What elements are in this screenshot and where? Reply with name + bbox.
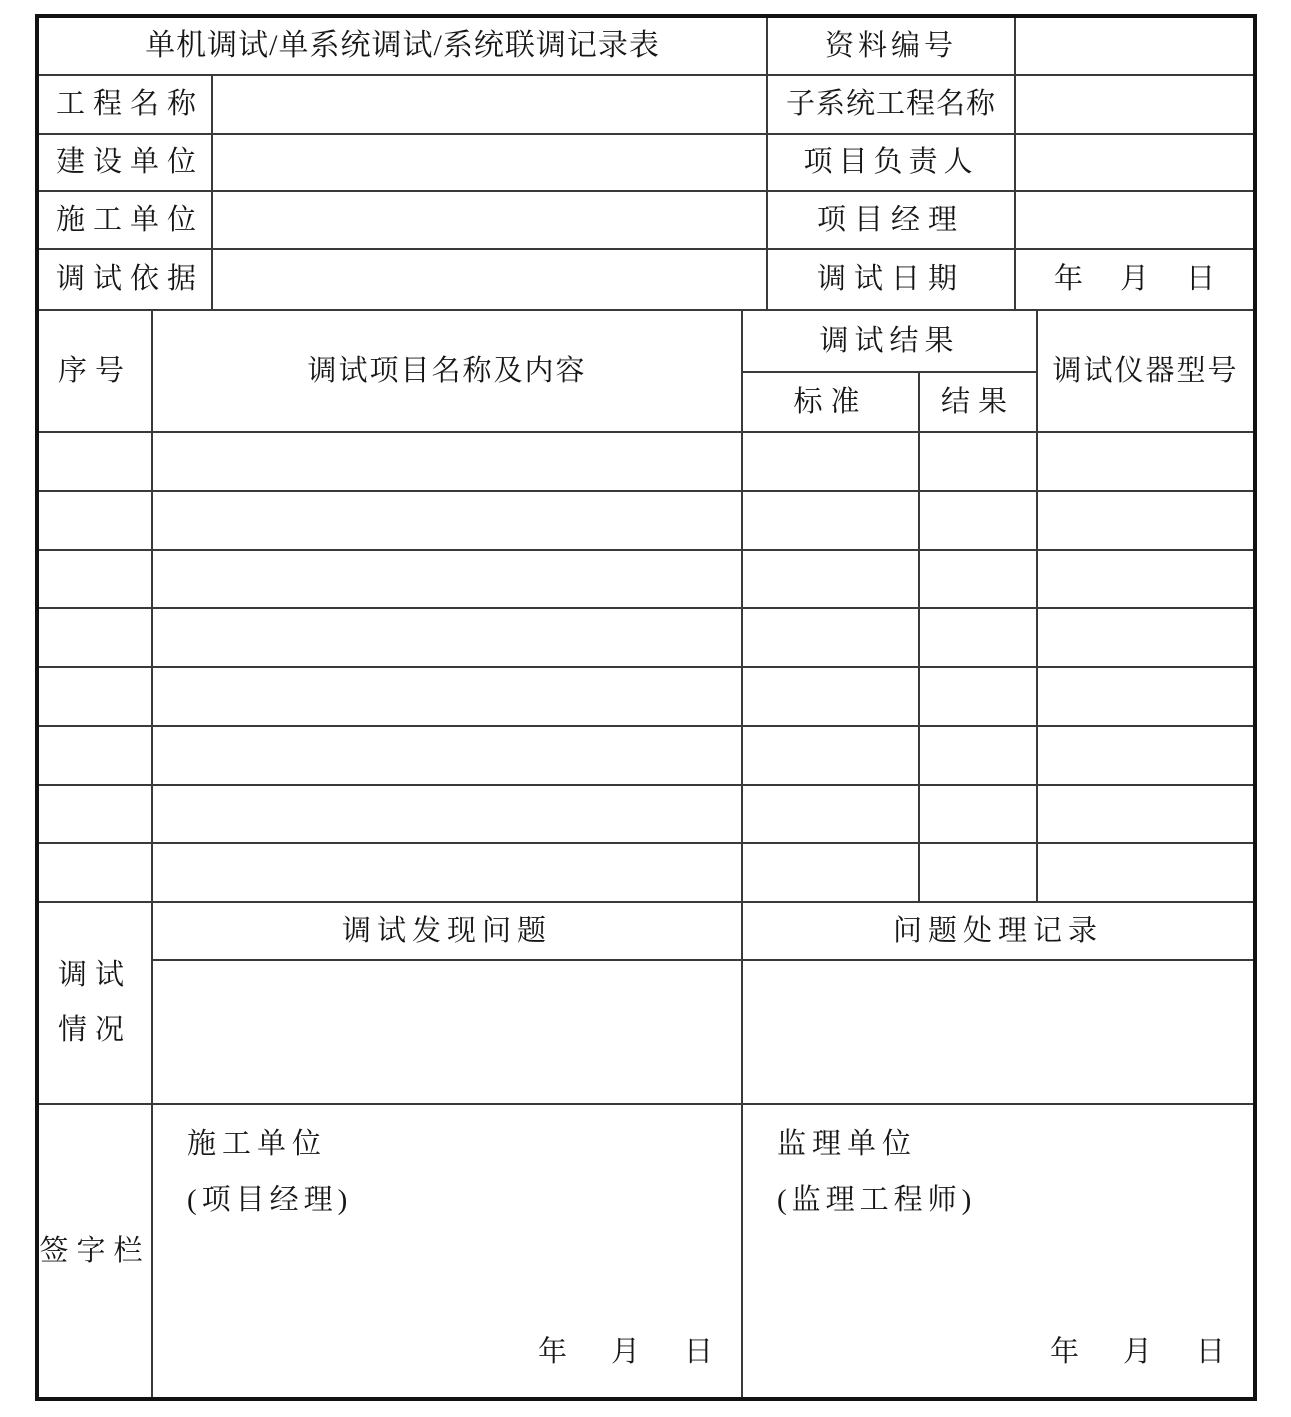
problems-found-content xyxy=(152,960,742,1104)
col-header-instrument: 调试仪器型号 xyxy=(1037,310,1255,432)
standard-cell xyxy=(742,785,919,844)
standard-cell xyxy=(742,608,919,667)
item-cell xyxy=(152,550,742,609)
debug-basis-value xyxy=(212,249,767,310)
col-header-item: 调试项目名称及内容 xyxy=(152,310,742,432)
instrument-cell xyxy=(1037,726,1255,785)
col-header-result-group: 调试结果 xyxy=(742,310,1037,372)
result-cell xyxy=(919,432,1037,491)
construction-unit-label: 建设单位 xyxy=(37,134,212,191)
debug-table-row xyxy=(37,491,1255,550)
form-title: 单机调试/单系统调试/系统联调记录表 xyxy=(37,16,767,75)
seq-cell xyxy=(37,608,152,667)
year-label: 年 xyxy=(1054,263,1084,296)
situation-header-row xyxy=(37,902,1255,960)
supervisor-unit-label: 监理单位 xyxy=(777,1128,918,1160)
instrument-cell xyxy=(1037,550,1255,609)
standard-cell xyxy=(742,550,919,609)
item-cell xyxy=(152,667,742,726)
contractor-value xyxy=(212,191,767,249)
project-name-label: 工程名称 xyxy=(37,75,212,134)
month-label: 月 xyxy=(1123,1335,1153,1368)
day-label: 日 xyxy=(683,1335,713,1368)
contractor-unit-label: 施工单位 xyxy=(187,1128,328,1160)
col-header-seq: 序号 xyxy=(37,310,152,432)
contractor-signature-cell xyxy=(152,1104,742,1399)
handling-record-content xyxy=(742,960,1255,1104)
year-label: 年 xyxy=(1050,1335,1080,1368)
instrument-cell xyxy=(1037,843,1255,902)
seq-cell xyxy=(37,843,152,902)
standard-cell xyxy=(742,667,919,726)
handling-record-header: 问题处理记录 xyxy=(742,902,1255,960)
project-leader-label: 项目负责人 xyxy=(767,134,1015,191)
standard-cell xyxy=(742,726,919,785)
seq-cell xyxy=(37,785,152,844)
info-row-debug-basis xyxy=(37,249,1255,310)
standard-cell xyxy=(742,843,919,902)
doc-number-value xyxy=(1015,16,1255,75)
day-label: 日 xyxy=(1196,1335,1226,1368)
result-cell xyxy=(919,667,1037,726)
supervisor-signature-block xyxy=(743,1106,1253,1396)
debug-table-row xyxy=(37,785,1255,844)
debug-date-placeholder xyxy=(1016,261,1253,297)
debug-table-row xyxy=(37,843,1255,902)
instrument-cell xyxy=(1037,432,1255,491)
result-cell xyxy=(919,608,1037,667)
result-cell xyxy=(919,843,1037,902)
contractor-date-placeholder xyxy=(538,1334,715,1370)
item-cell xyxy=(152,785,742,844)
debug-table-row xyxy=(37,667,1255,726)
item-cell xyxy=(152,726,742,785)
debug-table-header-row-1 xyxy=(37,310,1255,372)
supervisor-role-label: (监理工程师) xyxy=(777,1184,977,1217)
instrument-cell xyxy=(1037,667,1255,726)
instrument-cell xyxy=(1037,491,1255,550)
commissioning-record-table xyxy=(35,14,1257,1401)
situation-label-line1: 调试 xyxy=(57,959,132,991)
supervisor-date-placeholder xyxy=(1050,1334,1227,1370)
doc-number-label: 资料编号 xyxy=(767,16,1015,75)
situation-content-row xyxy=(37,960,1255,1104)
project-manager-value xyxy=(1015,191,1255,249)
title-row xyxy=(37,16,1255,75)
subsystem-name-label: 子系统工程名称 xyxy=(767,75,1015,134)
result-cell xyxy=(919,785,1037,844)
day-label: 日 xyxy=(1186,263,1216,296)
month-label: 月 xyxy=(1120,263,1150,296)
debug-date-value xyxy=(1015,249,1255,310)
subsystem-name-value xyxy=(1015,75,1255,134)
debug-table-row xyxy=(37,432,1255,491)
contractor-label: 施工单位 xyxy=(37,191,212,249)
seq-cell xyxy=(37,550,152,609)
signature-row xyxy=(37,1104,1255,1399)
construction-unit-value xyxy=(212,134,767,191)
project-manager-label: 项目经理 xyxy=(767,191,1015,249)
instrument-cell xyxy=(1037,608,1255,667)
debug-date-label: 调试日期 xyxy=(767,249,1015,310)
contractor-role-label: (项目经理) xyxy=(187,1184,353,1217)
result-cell xyxy=(919,491,1037,550)
signature-section-label: 签字栏 xyxy=(37,1104,152,1399)
debug-table-row xyxy=(37,608,1255,667)
seq-cell xyxy=(37,432,152,491)
result-cell xyxy=(919,550,1037,609)
standard-cell xyxy=(742,432,919,491)
debug-table-row xyxy=(37,726,1255,785)
instrument-cell xyxy=(1037,785,1255,844)
item-cell xyxy=(152,843,742,902)
debug-table-row xyxy=(37,550,1255,609)
col-header-result: 结果 xyxy=(919,372,1037,432)
month-label: 月 xyxy=(610,1335,640,1368)
info-row-contractor xyxy=(37,191,1255,249)
result-cell xyxy=(919,726,1037,785)
info-row-construction-unit xyxy=(37,134,1255,191)
situation-label-stack xyxy=(39,948,151,1058)
info-row-project xyxy=(37,75,1255,134)
project-name-value xyxy=(212,75,767,134)
col-header-standard: 标准 xyxy=(742,372,919,432)
year-label: 年 xyxy=(537,1335,567,1368)
standard-cell xyxy=(742,491,919,550)
seq-cell xyxy=(37,726,152,785)
seq-cell xyxy=(37,667,152,726)
item-cell xyxy=(152,491,742,550)
item-cell xyxy=(152,608,742,667)
situation-section-label xyxy=(37,902,152,1104)
debug-basis-label: 调试依据 xyxy=(37,249,212,310)
seq-cell xyxy=(37,491,152,550)
project-leader-value xyxy=(1015,134,1255,191)
supervisor-signature-cell xyxy=(742,1104,1255,1399)
item-cell xyxy=(152,432,742,491)
problems-found-header: 调试发现问题 xyxy=(152,902,742,960)
contractor-signature-block xyxy=(153,1106,741,1396)
situation-label-line2: 情况 xyxy=(57,1014,132,1046)
